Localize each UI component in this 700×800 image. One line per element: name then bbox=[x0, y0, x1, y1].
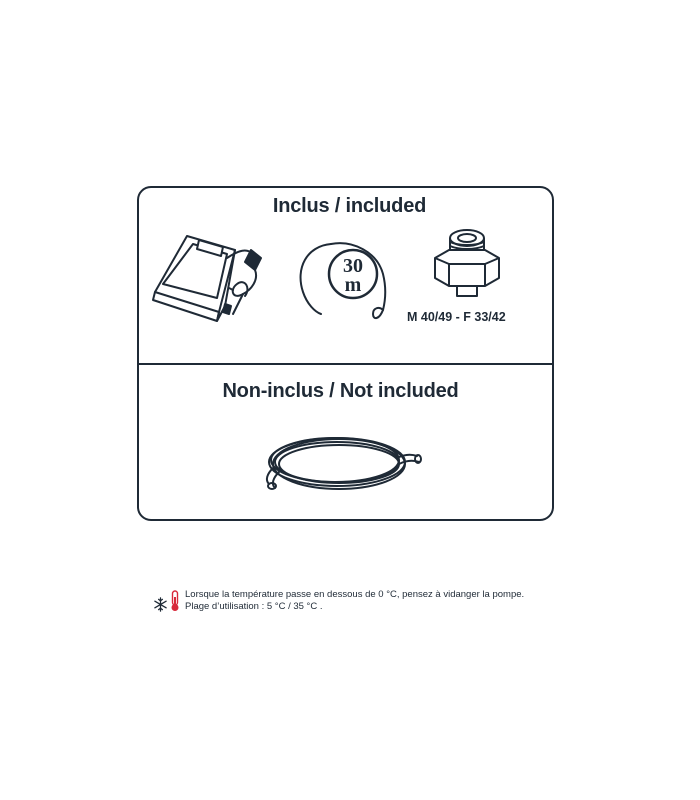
cable-length-unit: m bbox=[344, 274, 362, 296]
pump-box-icon bbox=[147, 228, 273, 326]
note-icons bbox=[153, 590, 180, 612]
garden-hose-icon bbox=[259, 426, 427, 498]
thermometer-icon bbox=[170, 590, 180, 612]
note-text bbox=[185, 589, 524, 613]
cable-length-number: 30 bbox=[343, 255, 363, 277]
fitting-size-label: M 40/49 - F 33/42 bbox=[407, 310, 506, 324]
snowflake-icon bbox=[153, 597, 168, 612]
cable-length-label bbox=[333, 257, 373, 295]
hex-fitting-icon bbox=[431, 224, 503, 300]
accessories-panel bbox=[137, 186, 554, 521]
note-line-2: Plage d’utilisation : 5 °C / 35 °C . bbox=[185, 601, 323, 612]
not-included-heading: Non-inclus / Not included bbox=[222, 380, 459, 402]
note-line-1: Lorsque la température passe en dessous de 0 °C, pensez à vidanger la pompe. bbox=[185, 589, 525, 600]
included-heading: Inclus / included bbox=[272, 195, 427, 217]
temperature-note bbox=[153, 589, 524, 613]
section-divider bbox=[139, 363, 552, 365]
